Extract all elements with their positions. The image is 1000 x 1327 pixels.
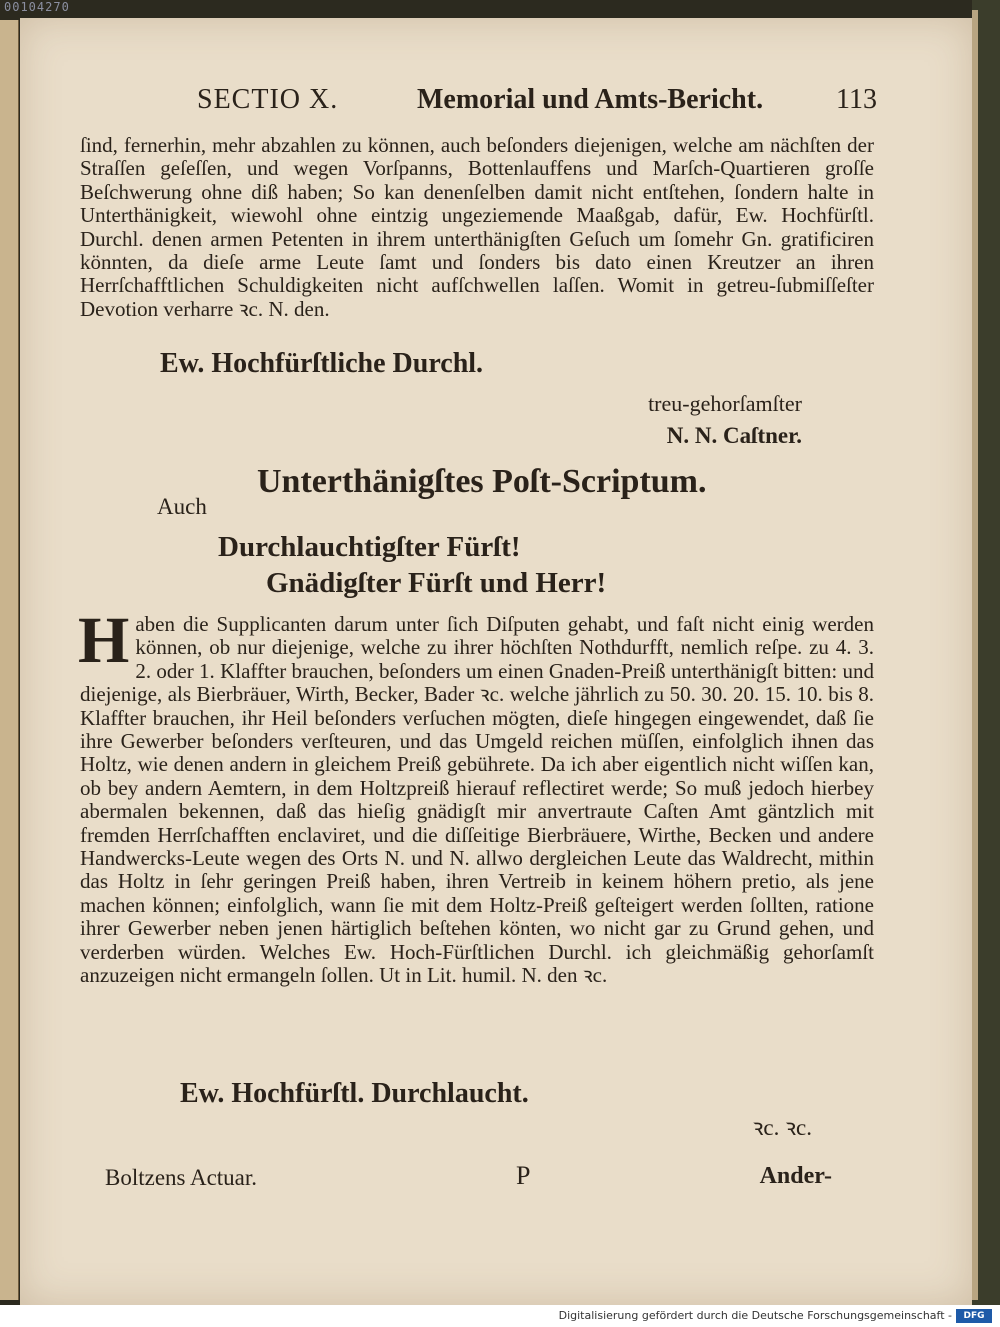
postscript-heading: Unterthänigſtes Poſt-Scriptum. bbox=[257, 463, 707, 500]
closing-phrase: treu-gehorſamſter bbox=[648, 391, 802, 416]
section-label: SECTIO X. bbox=[197, 84, 339, 115]
address-line-1: Durchlauchtigſter Fürſt! bbox=[218, 531, 521, 563]
footer-note: Boltzens Actuar. bbox=[105, 1165, 258, 1190]
salutation-2: Ew. Hochfürſtl. Durchlaucht. bbox=[180, 1078, 529, 1109]
page bbox=[20, 18, 972, 1305]
paragraph-2 bbox=[78, 604, 874, 1063]
dfg-bar bbox=[0, 1305, 1000, 1327]
drop-cap: H bbox=[78, 604, 130, 677]
running-header bbox=[197, 84, 877, 124]
catchword: Ander- bbox=[759, 1163, 832, 1189]
archive-id: 00104270 bbox=[4, 0, 70, 14]
address-line-2: Gnädigſter Fürſt und Herr! bbox=[266, 567, 607, 599]
previous-page-edge bbox=[0, 20, 19, 1300]
header-title: Memorial und Amts-Bericht. bbox=[417, 84, 764, 115]
dfg-logo: DFG bbox=[956, 1309, 992, 1323]
salutation-1: Ew. Hochfürſtliche Durchl. bbox=[160, 348, 484, 379]
dfg-notice: Digitalisierung gefördert durch die Deutsche Forschungsgemeinschaft - bbox=[558, 1309, 952, 1322]
etc-mark: ꝛc. ꝛc. bbox=[752, 1115, 812, 1140]
postscript-intro: Auch bbox=[157, 494, 207, 519]
page-number: 113 bbox=[836, 84, 877, 115]
paragraph-1: ſind, fernerhin, mehr abzahlen zu können, auch beſonders diejenigen, welche am nächſten der Straſſen geſeſſen, und wegen Vorſpanns, Bottenlauffens und Marſch-Quartieren groſſe Beſchwerung ohne diß haben; So kan denenſelben damit nicht entſtehen, ſondern halte in Unterthänigkeit, wiewohl ohne eintzig ungeziemende Maaßgab, dafür, Ew. Hochfürſtl. Durchl. denen armen Petenten in ihrem unterthänigſten Geſuch um ſomehr Gn. gratificiren könnten, da dieſe arme Leute ſamt und ſonders bis dato einen Kreutzer an ihren Herrſchafftlichen Schuldigkeiten nicht aufſchwellen laſſen. Womit in getreu-ſubmiſſeſter Devotion verharre ꝛc. N. den. bbox=[80, 133, 874, 321]
signatory: N. N. Caſtner. bbox=[666, 423, 802, 448]
paragraph-2-body: aben die Supplicanten darum unter ſich Diſputen gehabt, und faſt nicht einig werden können, ob nur diejenige, welche zu ihrer höchſten Nothdurfft, nemlich reſpe. zu 4. 3. 2. oder 1. Klaffter brauchen, beſonders um einen Gnaden-Preiß unterthänigſt bitten: und diejenige, als Bierbräuer, Wirth, Becker, Bader ꝛc. welche jährlich zu 50. 30. 20. 15. 10. bis 8. Klaffter brauchen, ihr Heil beſonders verſuchen mögten, dieſe hingegen eingewendet, daß ſie ihre Gewerber beſonders verſteuren, und das Umgeld reichen müſſen, einfolglich ihnen das Holtz, wie denen andern in gleichem Preiß gebührete. Da ich aber eigentlich nicht wiſſen kan, ob bey andern Aemtern, in dem Holtzpreiß hierauf reflectiret werde; So muß jedoch hierbey abermalen bekennen, daß das hieſig gnädigſt mir anvertraute Caſten Amt gäntzlich mit fremden Herrſchafften enclaviret, und die diſſeitige Bierbräuere, Wirthe, Becken und andere Handwercks-Leute wegen des Orts N. und N. allwo dergleichen Leute das Waldrecht, mithin das Holtz in ſehr geringen Preiß haben, ihren Vertreib in keinem höhern pretio, als jene machen können; einfolglich, wann ſie mit dem Holtz-Preiß geſteigert werden ſollten, ratione ihrer Gewerber neben jenen härtiglich beſtehen könten, wo nicht gar zu Grund gehen, und verderben würden. Welches Ew. Hoch-Fürſtlichen Durchl. ich gleichmäßig gehorſamſt anzuzeigen nicht ermangeln ſollen. Ut in Lit. humil. N. den ꝛc. bbox=[80, 612, 874, 988]
book-edge-right bbox=[972, 0, 1000, 1305]
signature-mark: P bbox=[516, 1161, 531, 1190]
page-stack bbox=[972, 10, 978, 1300]
